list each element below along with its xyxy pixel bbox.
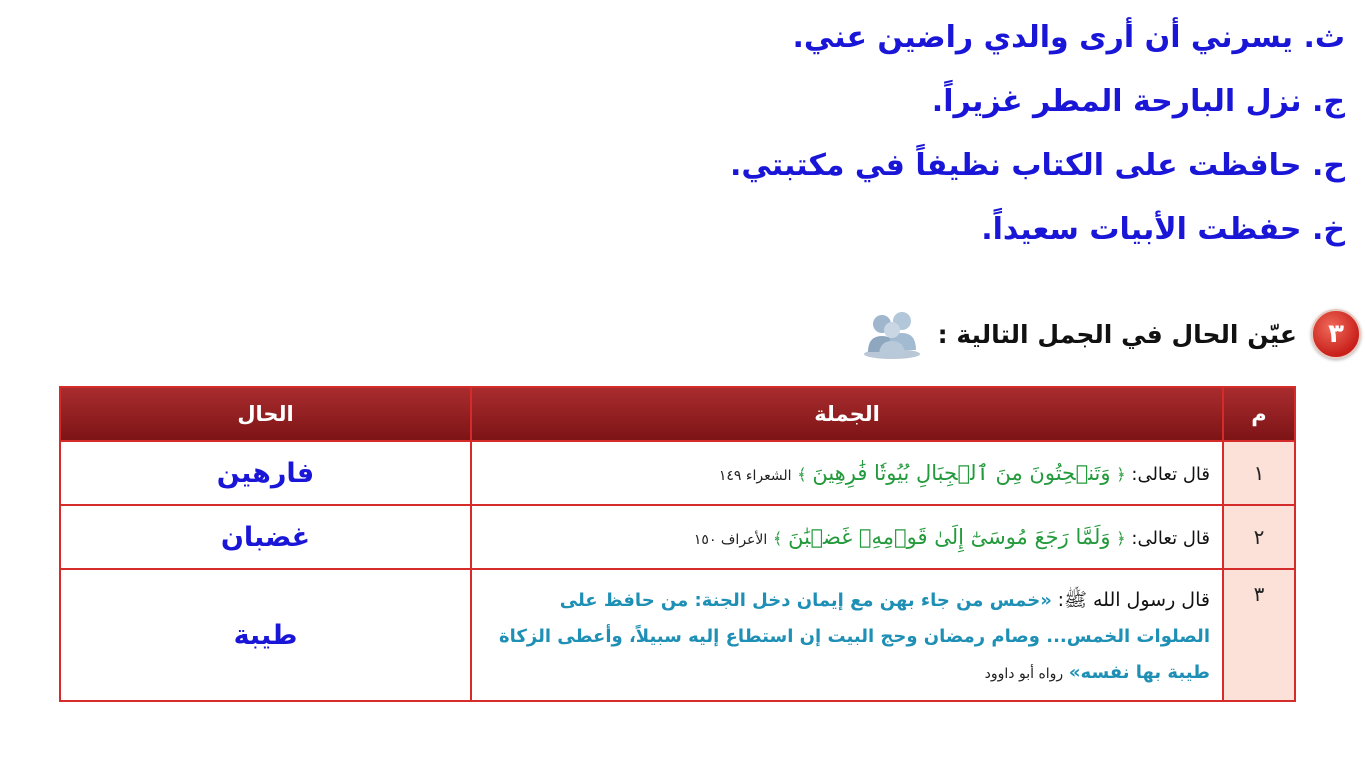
sentence-item: ج. نزل البارحة المطر غزيراً. <box>931 84 1345 119</box>
sentence-cell <box>471 569 1223 701</box>
sentence-lead: قال تعالى: <box>1131 528 1210 549</box>
table-row <box>60 441 1295 505</box>
open-bracket: ﴿ <box>1116 465 1126 484</box>
header-hal: الحال <box>60 387 471 441</box>
exercise-number-badge: ٣ <box>1311 309 1361 359</box>
quote-source: الأعراف ١٥٠ <box>693 532 768 548</box>
hadith-source: رواه أبو داوود <box>984 666 1064 682</box>
header-sentence: الجملة <box>471 387 1223 441</box>
row-index: ٣ <box>1223 569 1295 701</box>
sentence-lead: قال تعالى: <box>1131 464 1210 485</box>
group-of-people-icon <box>860 308 924 360</box>
close-bracket: ﴾ <box>773 529 783 548</box>
sentence-cell <box>471 441 1223 505</box>
sentence-lead: قال رسول الله ﷺ: <box>1057 589 1210 611</box>
sentence-item: ث. يسرني أن أرى والدي راضين عني. <box>792 20 1345 55</box>
sentence-cell <box>471 505 1223 569</box>
hal-answer: غضبان <box>60 505 471 569</box>
sentence-item: خ. حفظت الأبيات سعيداً. <box>981 212 1345 247</box>
sentence-list <box>445 6 1345 262</box>
table-header-row <box>60 387 1295 441</box>
quran-quote: وَتَنۡحِتُونَ مِنَ ٱلۡجِبَالِ بُيُوتٗا فَٰرِهِينَ <box>812 461 1111 485</box>
header-index: م <box>1223 387 1295 441</box>
hal-answer: طيبة <box>60 569 471 701</box>
exercise-title: عيّن الحال في الجمل التالية : <box>937 319 1297 349</box>
quran-quote: وَلَمَّا رَجَعَ مُوسَىٰٓ إِلَىٰ قَوۡمِهِۦ غَضۡبَٰنَ <box>788 525 1111 549</box>
sentence-item: ح. حافظت على الكتاب نظيفاً في مكتبتي. <box>729 148 1345 183</box>
row-index: ٢ <box>1223 505 1295 569</box>
row-index: ١ <box>1223 441 1295 505</box>
close-bracket: ﴾ <box>797 465 807 484</box>
hal-answer: فارهين <box>60 441 471 505</box>
table-row <box>60 505 1295 569</box>
exercise-heading <box>801 304 1361 364</box>
hadith-text: «خمس من جاء بهن مع إيمان دخل الجنة: من حافظ على الصلوات الخمس... وصام رمضان وحج البيت إن استطاع إليه سبيلاً، وأعطى الزكاة طيبة بها نفسه» <box>499 590 1210 683</box>
table-row <box>60 569 1295 701</box>
quote-source: الشعراء ١٤٩ <box>718 468 792 484</box>
open-bracket: ﴿ <box>1116 529 1126 548</box>
hal-table <box>59 386 1296 702</box>
